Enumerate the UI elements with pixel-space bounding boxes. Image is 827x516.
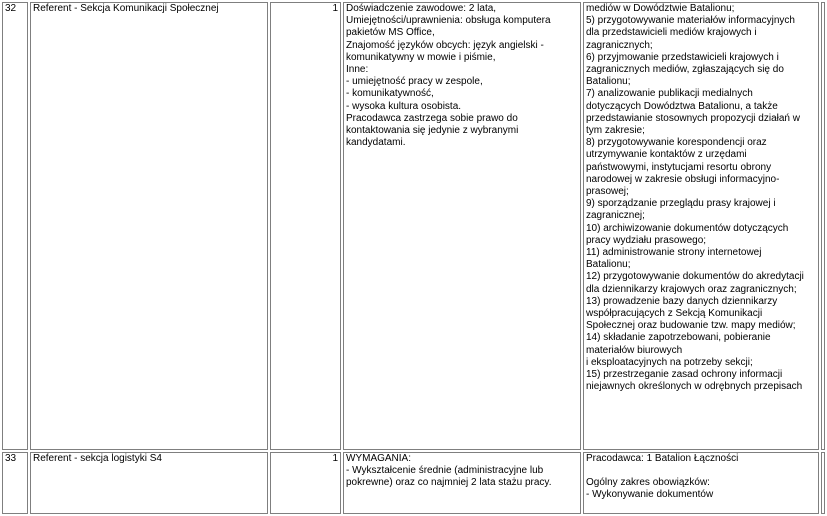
requirements-line: Doświadczenie zawodowe: 2 lata, [346, 3, 497, 14]
duties-line: Społecznej oraz budowanie tzw. mapy mediów; [586, 320, 796, 332]
count-cell: 1 [270, 452, 341, 514]
duties-line: zagranicznych mediów, zgłaszających się do [586, 64, 784, 76]
requirements-cell [343, 2, 581, 450]
duties-line: niejawnych określonych w odrębnych przepisach [586, 381, 803, 393]
duties-line: 5) przygotowywanie materiałów informacyjnych [586, 15, 795, 27]
requirements-line: - umiejętność pracy w zespole, [346, 76, 483, 88]
duties-line: pracy wydziału prasowego; [586, 234, 707, 246]
duties-line: dla przedstawicieli mediów krajowych i [586, 27, 757, 39]
duties-line: - Wykonywanie dokumentów [586, 489, 714, 501]
requirements-line: - komunikatywność, [346, 88, 434, 100]
requirements-line: pokrewne) oraz co najmniej 2 lata stażu pracy. [346, 477, 552, 489]
duties-line: zagranicznych; [586, 39, 653, 51]
requirements-line: - wysoka kultura osobista. [346, 100, 462, 112]
row-number-cell: 33 [2, 452, 28, 514]
position-cell: Referent - Sekcja Komunikacji Społecznej [30, 2, 268, 450]
requirements-line: komunikatywny w mowie i piśmie, [346, 51, 496, 63]
duties-line: 7) analizowanie publikacji medialnych [586, 88, 753, 100]
duties-line: zagranicznej; [586, 210, 645, 222]
requirements-line: Umiejętności/uprawnienia: obsługa komputera [346, 15, 551, 27]
requirements-line: kandydatami. [346, 137, 406, 149]
duties-line: dla dziennikarzy krajowych oraz zagranicznych; [586, 283, 797, 295]
duties-line: tym zakresie; [586, 125, 645, 137]
requirements-line: Znajomość języków obcych: język angielski - [346, 39, 544, 51]
duties-line: dotyczących Dowództwa Batalionu, a także [586, 100, 778, 112]
duties-cell [583, 452, 819, 514]
requirements-line: - Wykształcenie średnie (administracyjne lub [346, 465, 544, 477]
requirements-line: Inne: [346, 64, 369, 76]
duties-line: 11) administrowanie strony internetowej [586, 247, 762, 259]
duties-line: przedstawianie stosownych propozycji działań w [586, 112, 800, 124]
duties-line: 9) sporządzanie przeglądu prasy krajowej i [586, 198, 776, 210]
requirements-line: Pracodawca zastrzega sobie prawo do [346, 112, 518, 124]
duties-line: współpracujących z Sekcją Komunikacji [586, 308, 763, 320]
duties-employer-line: Pracodawca: 1 Batalion Łączności [586, 453, 739, 464]
duties-line: 10) archiwizowanie dokumentów dotyczących [586, 222, 789, 234]
duties-line: Batalionu; [586, 259, 631, 271]
duties-line: mediów w Dowództwie Batalionu; [586, 3, 735, 14]
duties-line: 6) przyjmowanie przedstawicieli krajowych i [586, 51, 779, 63]
requirements-cell [343, 452, 581, 514]
duties-line: 13) prowadzenie bazy danych dziennikarzy [586, 295, 778, 307]
duties-cell [583, 2, 819, 450]
duties-line: 15) przestrzeganie zasad ochrony informacji [586, 369, 783, 381]
edge-cell [821, 2, 825, 450]
duties-line: 14) składanie zapotrzebowani, pobieranie [586, 332, 771, 344]
requirements-line: pakietów MS Office, [346, 27, 435, 39]
duties-line: państwowymi, instytucjami resortu obrony [586, 161, 772, 173]
duties-line: i eksploatacyjnych na potrzeby sekcji; [586, 356, 753, 368]
requirements-line: kontaktowania się jedynie z wybranymi [346, 125, 519, 137]
duties-line: Ogólny zakres obowiązków: [586, 477, 710, 489]
table-row [2, 2, 825, 450]
duties-line: 12) przygotowywanie dokumentów do akredytacji [586, 271, 804, 283]
duties-line: utrzymywanie kontaktów z urzędami [586, 149, 747, 161]
requirements-line: WYMAGANIA: [346, 453, 412, 464]
count-cell: 1 [270, 2, 341, 450]
position-cell: Referent - sekcja logistyki S4 [30, 452, 268, 514]
duties-line: Batalionu; [586, 76, 631, 88]
duties-line: materiałów biurowych [586, 344, 683, 356]
duties-line: 8) przygotowywanie korespondencji oraz [586, 137, 767, 149]
duties-line: narodowej w zakresie obsługi informacyjno- [586, 173, 780, 185]
row-number-cell: 32 [2, 2, 28, 450]
blank-line [586, 465, 816, 477]
duties-line: prasowej; [586, 186, 629, 198]
edge-cell [821, 452, 825, 514]
table-row [2, 452, 825, 514]
